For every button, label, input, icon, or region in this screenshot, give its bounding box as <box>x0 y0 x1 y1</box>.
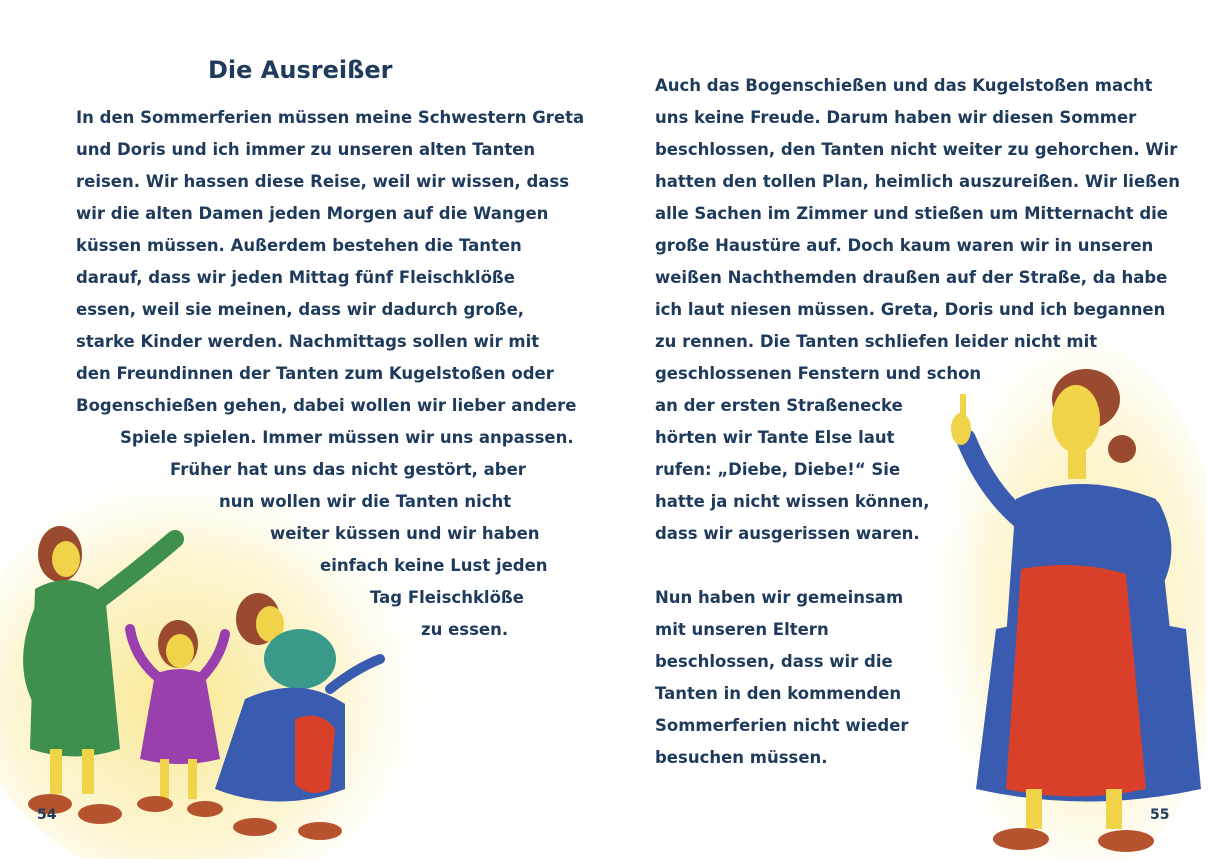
text-line: einfach keine Lust jeden <box>320 556 548 575</box>
text-line: Spiele spielen. Immer müssen wir uns anpassen. <box>120 428 574 447</box>
right-page <box>604 0 1208 859</box>
girls-illustration <box>0 459 430 859</box>
text-line: In den Sommerferien müssen meine Schwestern Greta <box>76 108 585 127</box>
text-line: beschlossen, dass wir die <box>655 652 893 671</box>
text-line: mit unseren Eltern <box>655 620 829 639</box>
text-line: geschlossenen Fenstern und schon <box>655 364 982 383</box>
text-line: wir die alten Damen jeden Morgen auf die Wangen <box>76 204 549 223</box>
text-line: dass wir ausgerissen waren. <box>655 524 920 543</box>
text-line: Auch das Bogenschießen und das Kugelstoßen macht <box>655 76 1153 95</box>
aunt-illustration <box>926 339 1206 859</box>
text-line: darauf, dass wir jeden Mittag fünf Fleischklöße <box>76 268 515 287</box>
text-line: weißen Nachthemden draußen auf der Straße, da habe <box>655 268 1168 287</box>
text-line: und Doris und ich immer zu unseren alten Tanten <box>76 140 536 159</box>
text-line: Nun haben wir gemeinsam <box>655 588 904 607</box>
text-line: Früher hat uns das nicht gestört, aber <box>170 460 526 479</box>
text-line: Sommerferien nicht wieder <box>655 716 909 735</box>
text-line: alle Sachen im Zimmer und stießen um Mitternacht die <box>655 204 1168 223</box>
text-line: Tag Fleischklöße <box>370 588 524 607</box>
text-line: rufen: „Diebe, Diebe!“ Sie <box>655 460 901 479</box>
text-line: hatten den tollen Plan, heimlich auszureißen. Wir ließen <box>655 172 1180 191</box>
text-line: starke Kinder werden. Nachmittags sollen wir mit <box>76 332 540 351</box>
text-line: den Freundinnen der Tanten zum Kugelstoßen oder <box>76 364 554 383</box>
text-line: küssen müssen. Außerdem bestehen die Tanten <box>76 236 522 255</box>
text-line: besuchen müssen. <box>655 748 828 767</box>
text-line: ich laut niesen müssen. Greta, Doris und ich begannen <box>655 300 1166 319</box>
text-line: große Haustüre auf. Doch kaum waren wir in unseren <box>655 236 1154 255</box>
text-line: uns keine Freude. Darum haben wir diesen Sommer <box>655 108 1137 127</box>
text-line: an der ersten Straßenecke <box>655 396 903 415</box>
text-line: hörten wir Tante Else laut <box>655 428 895 447</box>
page-number-left: 54 <box>37 807 57 823</box>
text-line: nun wollen wir die Tanten nicht <box>219 492 512 511</box>
text-line: weiter küssen und wir haben <box>270 524 540 543</box>
text-line: essen, weil sie meinen, dass wir dadurch große, <box>76 300 525 319</box>
text-line: Bogenschießen gehen, dabei wollen wir lieber andere <box>76 396 577 415</box>
text-line: zu rennen. Die Tanten schliefen leider nicht mit <box>655 332 1098 351</box>
story-title: Die Ausreißer <box>208 56 393 84</box>
text-line: zu essen. <box>421 620 509 639</box>
text-line: beschlossen, den Tanten nicht weiter zu gehorchen. Wir <box>655 140 1178 159</box>
page-number-right: 55 <box>1150 807 1170 823</box>
text-line: reisen. Wir hassen diese Reise, weil wir wissen, dass <box>76 172 570 191</box>
text-line: Tanten in den kommenden <box>655 684 902 703</box>
text-line: hatte ja nicht wissen können, <box>655 492 930 511</box>
